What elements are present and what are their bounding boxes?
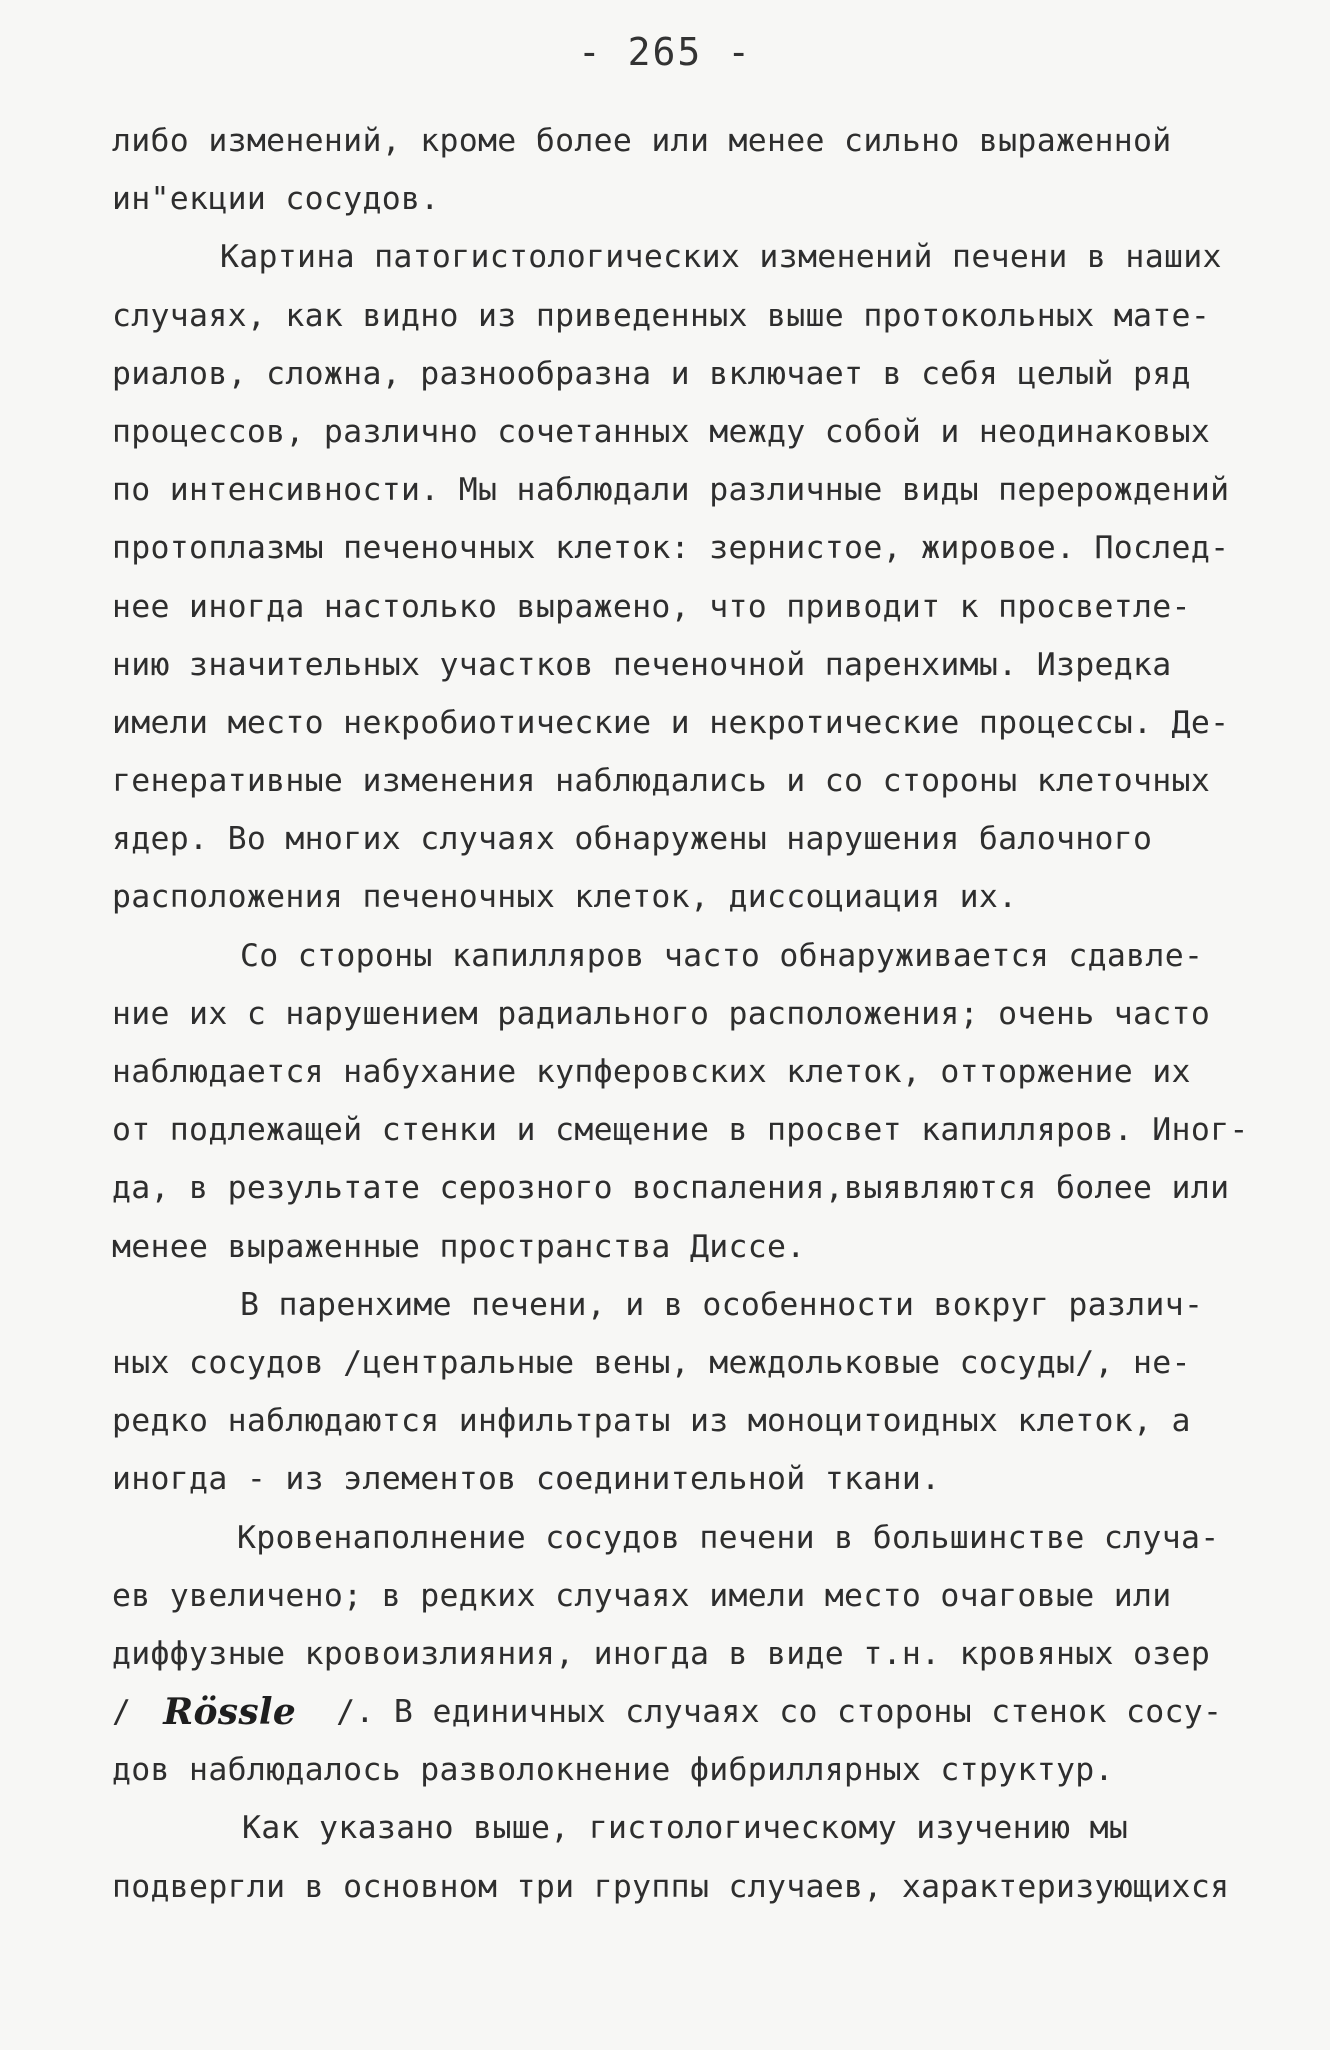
- text-line: ев увеличено; в редких случаях имели место очаговые или: [112, 1577, 1172, 1614]
- text-line: риалов, сложна, разнообразна и включает в себя целый ряд: [112, 355, 1191, 392]
- text-line: иногда - из элементов соединительной ткани.: [112, 1461, 941, 1498]
- text-line-with-handwritten-name: [112, 1683, 1252, 1741]
- text-line: имели место некробиотические и некротические процессы. Де-: [112, 704, 1230, 741]
- text-line: ние их с нарушением радиального расположения; очень часто: [112, 995, 1211, 1032]
- paragraph-start-line: В паренхиме печени, и в особенности вокруг различ-: [240, 1286, 1204, 1323]
- text-line-rest: /. В единичных случаях со стороны стенок сосу-: [336, 1694, 1223, 1731]
- text-line: редко наблюдаются инфильтраты из моноцитоидных клеток, а: [112, 1403, 1191, 1440]
- text-line: диффузные кровоизлияния, иногда в виде т.н. кровяных озер: [112, 1635, 1211, 1672]
- open-slash: /: [112, 1694, 132, 1731]
- text-line: дов наблюдалось разволокнение фибриллярных структур.: [112, 1752, 1114, 1789]
- handwritten-name-roessle: Rössle: [163, 1691, 297, 1734]
- text-line: менее выраженные пространства Диссе.: [112, 1228, 806, 1265]
- text-line: наблюдается набухание купферовских клеток, отторжение их: [112, 1054, 1191, 1090]
- text-line: либо изменений, кроме более или менее сильно выраженной: [112, 123, 1172, 159]
- text-line: расположения печеночных клеток, диссоциация их.: [112, 879, 1018, 916]
- text-line: случаях, как видно из приведенных выше протокольных мате-: [112, 297, 1211, 334]
- paragraph-start-line: Как указано выше, гистологическому изучению мы: [242, 1810, 1129, 1847]
- text-line: по интенсивности. Мы наблюдали различные виды перерождений: [112, 472, 1230, 509]
- text-line: подвергли в основном три группы случаев, характеризующихся: [112, 1868, 1230, 1905]
- text-line: да, в результате серозного воспаления,выявляются более или: [112, 1170, 1230, 1207]
- text-line: ядер. Во многих случаях обнаружены нарушения балочного: [112, 821, 1153, 858]
- text-line: ин"екции сосудов.: [112, 181, 440, 218]
- paragraph-start-line: Картина патогистологических изменений печени в наших: [220, 239, 1222, 276]
- text-line: от подлежащей стенки и смещение в просвет капилляров. Иног-: [112, 1112, 1249, 1149]
- text-line: ных сосудов /центральные вены, междольковые сосуды/, не-: [112, 1344, 1191, 1381]
- paragraph-start-line: Со стороны капилляров часто обнаруживается сдавле-: [240, 937, 1204, 974]
- paragraph-start-line: Кровенаполнение сосудов печени в большинстве случа-: [237, 1519, 1220, 1556]
- text-line: генеративные изменения наблюдались и со стороны клеточных: [112, 763, 1211, 800]
- text-line: нию значительных участков печеночной паренхимы. Изредка: [112, 646, 1172, 683]
- text-line: процессов, различно сочетанных между собой и неодинаковых: [112, 413, 1211, 450]
- text-line: протоплазмы печеночных клеток: зернистое, жировое. Послед-: [112, 530, 1230, 567]
- body-text: [112, 112, 1252, 1916]
- text-line: нее иногда настолько выражено, что приводит к просветле-: [112, 588, 1191, 625]
- page-number: - 265 -: [577, 30, 753, 74]
